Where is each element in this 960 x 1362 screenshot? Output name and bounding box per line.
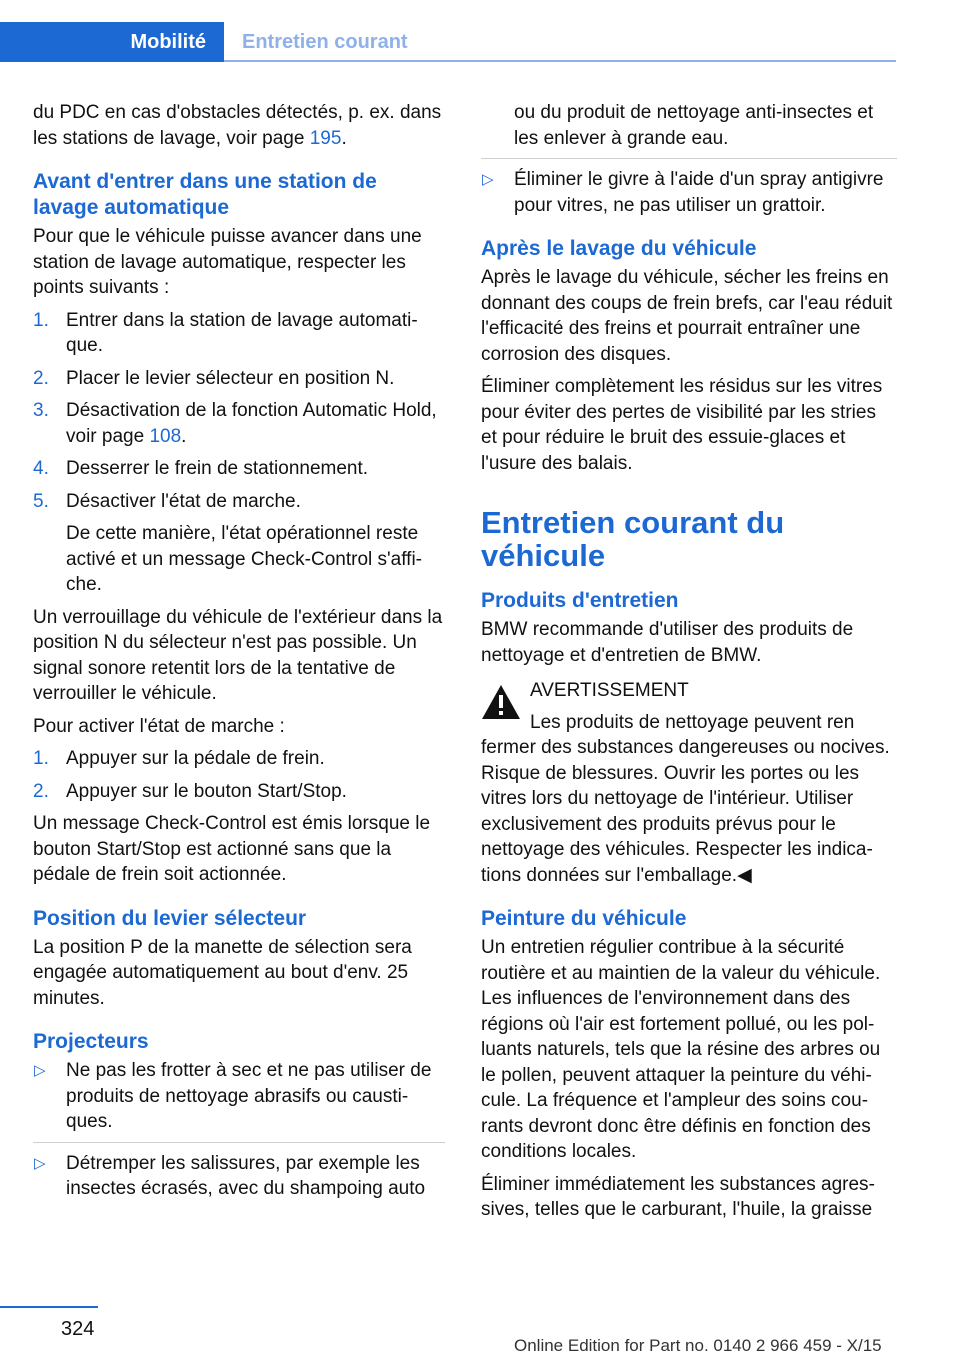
headlight-bullets [33,1058,445,1135]
warning-triangle-icon [481,684,521,720]
warning-title: AVERTISSEMENT [530,680,689,701]
heading-products: Produits d'entretien [481,589,679,612]
list-item: 2. Placer le levier sélecteur en position N. [33,367,395,389]
bullet-triangle-icon: ▷ [34,1154,46,1172]
list-item: 1. Entrer dans la station de lavage automatique. [33,309,418,356]
page-link-108[interactable]: 108 [149,425,182,447]
car-wash-paragraph: Pour que le véhicule puisse avancer dans une station de lavage automatique, respecter les points suivants : [33,226,422,298]
header-rule [224,60,896,62]
page-number: 324 [61,1318,95,1340]
activate-paragraph: Pour activer l'état de marche : [33,715,285,737]
list-item: ▷ Ne pas les frotter à sec et ne pas utiliser de produits de nettoyage abrasifs ou caustiques. [34,1060,432,1132]
warning-lead: Les produits de nettoyage peuvent ren [530,711,855,733]
heading-car-wash: Avant d'entrer dans une station de lavage automatique [33,170,377,219]
left-column [33,100,445,1209]
list-item: ▷ Détremper les salissures, par exemple les insectes écrasés, avec du shampoing auto [34,1152,426,1199]
bullet-continuation: ou du produit de nettoyage anti-insectes et les enlever à grande eau. [514,102,874,149]
page-link-195[interactable]: 195 [309,127,342,149]
headlight-bullets-2 [33,1151,445,1202]
bullet-divider [481,158,897,159]
list-item: 2. Appuyer sur le bouton Start/Stop. [33,780,347,802]
activate-steps [33,746,445,804]
intro-paragraph: du PDC en cas d'obstacles détectés, p. ex. dans les stations de lavage, voir page 195. [33,102,442,149]
warning-box [481,678,897,735]
page-number-rule [0,1306,98,1308]
right-column [481,100,897,1230]
check-control-paragraph: Un message Check-Control est émis lorsque le bouton Start/Stop est actionné sans que la pédale de frein soit actionnée. [33,813,431,885]
list-item: 5. Désactiver l'état de marche. [33,490,301,512]
heading-selector: Position du levier sélecteur [33,906,307,930]
heading-paint: Peinture du véhicule [481,907,687,930]
warning-body: fermer des substances dangereuses ou nocives. Risque de blessures. Ouvrir les portes ou les vitres lors du nettoyage de l'intérieur. Utiliser exclusivement des produits prévus pour le nettoyage des véhicules. Respecter les indications données sur l'emballage.◀ [481,737,890,886]
list-item: ▷ Éliminer le givre à l'aide d'un spray antigivre pour vitres, ne pas utiliser un grattoir. [482,169,884,216]
heading-headlights: Projecteurs [33,1030,149,1053]
tab-mobilite[interactable]: Mobilité [0,22,224,62]
bullet-triangle-icon: ▷ [34,1062,46,1079]
bullet-divider [33,1142,445,1143]
car-wash-steps [33,308,445,515]
header-tabs [0,22,896,62]
list-item: 1. Appuyer sur la pédale de frein. [33,748,325,769]
products-paragraph: BMW recommande d'utiliser des produits de nettoyage et d'entretien de BMW. [481,619,854,666]
bullet-triangle-icon: ▷ [482,171,494,188]
selector-paragraph: La position P de la manette de sélection sera engagée automatiquement au bout d'env. 25 minutes. [33,936,412,1009]
list-item: 3. Désactivation de la fonction Automatic Hold, voir page 108. [33,400,437,447]
step5-note: De cette manière, l'état opérationnel reste activé et un message Check-Control s'affiche. [66,523,422,595]
paint-paragraph-1: Un entretien régulier contribue à la sécurité routière et au maintien de la valeur du véhicule. Les influences de l'environnement dans des régions où l'air est fortement pollué, ou les polluants naturels, tels que la résine des arbres ou le pollen, peuvent attaquer la peinture du véhicule. La fréquence et l'ampleur des soins courants devront donc être définis en fonction des conditions locales. [481,937,881,1162]
tab-entretien-courant[interactable]: Entretien courant [242,30,408,53]
heading-after-wash: Après le lavage du véhicule [481,237,757,260]
after-wash-paragraph-1: Après le lavage du véhicule, sécher les freins en donnant des coups de frein brefs, car l'eau réduit l'efficacité des freins et pourrait entraîner une corrosion des disques. [481,267,893,365]
after-wash-paragraph-2: Éliminer complètement les résidus sur les vitres pour éviter des pertes de visibilité par les stries et pour réduire le bruit des essuie-glaces et l'usure des balais. [481,376,883,474]
paint-paragraph-2: Éliminer immédiatement les substances agressives, telles que le carburant, l'huile, la graisse [481,1173,875,1220]
frost-bullets [481,167,897,218]
edition-footer: Online Edition for Part no. 0140 2 966 459 - X/15 [514,1336,882,1355]
lock-paragraph: Un verrouillage du véhicule de l'extérieur dans la position N du sélecteur n'est pas possible. Un signal sonore retentit lors de la tentative de verrouiller le véhicule. [33,606,443,704]
list-item: 4. Desserrer le frein de stationnement. [33,458,369,479]
section-title: Entretien courant du véhicule [481,505,785,573]
